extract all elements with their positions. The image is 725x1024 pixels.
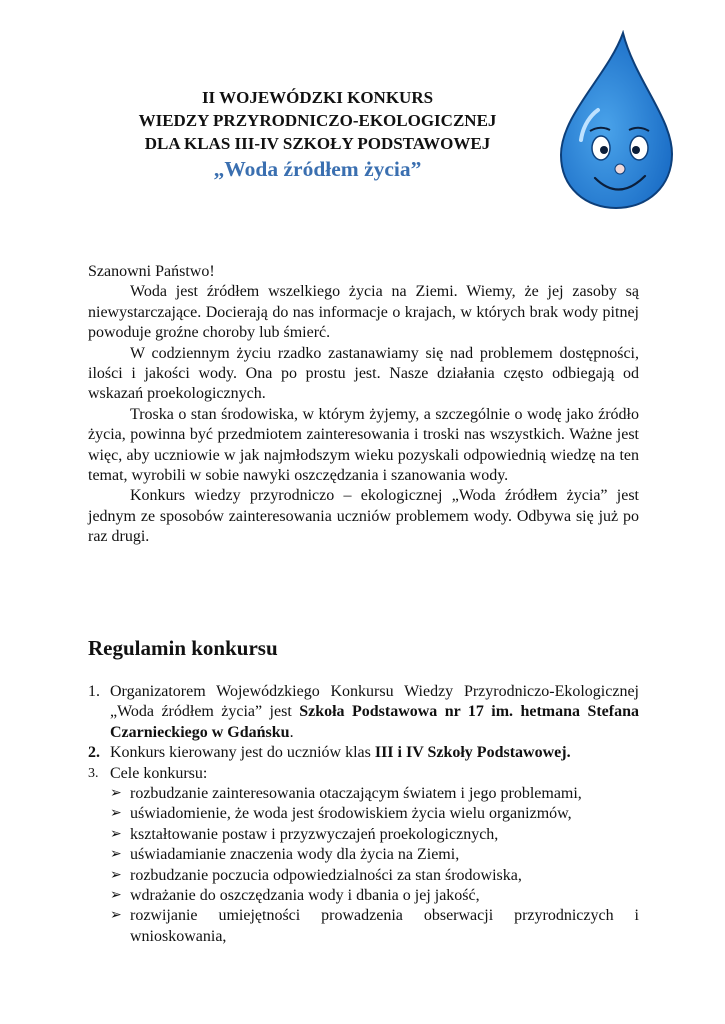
header-line-1: II WOJEWÓDZKI KONKURS <box>201 88 434 107</box>
arrow-bullet-icon: ➢ <box>110 908 122 924</box>
header-line-2: WIEDZY PRZYRODNICZO-EKOLOGICZNEJ <box>138 111 497 130</box>
header-line-3: DLA KLAS III-IV SZKOŁY PODSTAWOWEJ <box>144 134 491 153</box>
rule-item-3 <box>88 764 639 948</box>
goal-item <box>110 784 639 804</box>
rule-item-1 <box>88 682 639 743</box>
goal-text: uświadamianie znaczenia wody dla życia na Ziemi, <box>130 846 460 864</box>
goal-item <box>110 906 639 947</box>
goal-text: rozwijanie umiejętności prowadzenia obserwacji przyrodniczych i wnioskowania, <box>130 907 639 945</box>
rule-number: 2. <box>88 744 100 762</box>
water-drop-mascot-icon <box>553 30 678 210</box>
goal-item <box>110 886 639 906</box>
rule-text: Cele konkursu: <box>110 764 208 782</box>
rule-number: 1. <box>88 683 100 700</box>
letter-paragraph: Konkurs wiedzy przyrodniczo – ekologicznej „Woda źródłem życia” jest jednym ze sposobów zainteresowania uczniów problemem wody. Odbywa się już po raz drugi. <box>88 487 639 546</box>
arrow-bullet-icon: ➢ <box>110 826 122 842</box>
goal-text: rozbudzanie zainteresowania otaczającym światem i jego problemami, <box>130 785 582 803</box>
goals-list <box>110 784 639 947</box>
goal-item <box>110 845 639 865</box>
goal-text: rozbudzanie poczucia odpowiedzialności za stan środowiska, <box>130 866 522 884</box>
arrow-bullet-icon: ➢ <box>110 847 122 863</box>
letter-paragraph: W codziennym życiu rzadko zastanawiamy się nad problemem dostępności, ilości i jakości wody. Ona po prostu jest. Nasze działania często odbiegają od wskazań proekologicznych. <box>88 344 639 403</box>
rules-list <box>88 682 639 947</box>
goal-item <box>110 825 639 845</box>
arrow-bullet-icon: ➢ <box>110 867 122 883</box>
target-classes: III i IV Szkoły Podstawowej. <box>374 744 571 762</box>
goal-item <box>110 866 639 886</box>
letter-paragraph: Woda jest źródłem wszelkiego życia na Ziemi. Wiemy, że jej zasoby są niewystarczające. Docierają do nas informacje o krajach, w których brak wody pitnej powoduje groźne choroby lub śmierć. <box>88 283 639 342</box>
organizer-name: Szkoła Podstawowa nr 17 im. hetmana Stefana Czarnieckiego w Gdańsku <box>110 703 639 741</box>
salutation: Szanowni Państwo! <box>88 263 215 280</box>
rule-number: 3. <box>88 765 99 781</box>
document-header <box>95 86 540 183</box>
rule-item-2 <box>88 743 639 763</box>
arrow-bullet-icon: ➢ <box>110 888 122 904</box>
goal-item <box>110 804 639 824</box>
goal-text: kształtowanie postaw i przyzwyczajeń proekologicznych, <box>130 825 499 843</box>
contest-subtitle: „Woda źródłem życia” <box>213 157 422 181</box>
arrow-bullet-icon: ➢ <box>110 786 122 802</box>
rule-text: Organizatorem Wojewódzkiego Konkursu Wiedzy Przyrodniczo-Ekologicznej „Woda źródłem życia” jest <box>110 683 639 721</box>
rule-text-end: . <box>289 723 294 741</box>
goal-text: uświadomienie, że woda jest środowiskiem życia wielu organizmów, <box>130 805 572 823</box>
introduction-letter <box>88 262 639 548</box>
letter-paragraph: Troska o stan środowiska, w którym żyjemy, a szczególnie o wodę jako źródło życia, powinna być przedmiotem zainteresowania i troski nas wszystkich. Ważne jest więc, aby uczniowie w jak najmłodszym wieku pozyskali odpowiednią wiedzę na ten temat, wyrobili w sobie nawyki oszczędzania i szanowania wody. <box>88 405 639 485</box>
rules-heading: Regulamin konkursu <box>88 636 278 660</box>
arrow-bullet-icon: ➢ <box>110 806 122 822</box>
rule-text: Konkurs kierowany jest do uczniów klas <box>110 744 375 762</box>
goal-text: wdrażanie do oszczędzania wody i dbania o jej jakość, <box>130 887 480 905</box>
